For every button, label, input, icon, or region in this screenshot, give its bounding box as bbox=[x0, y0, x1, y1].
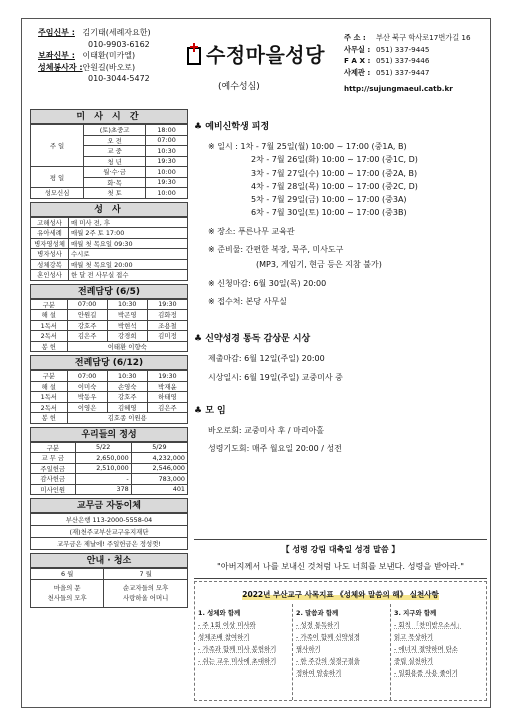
table-row: 오 전 07:00 bbox=[31, 135, 188, 146]
table-row: 혼인성사 한 달 전 사무실 접수 bbox=[31, 270, 188, 281]
retreat-deadline: ※ 신청마감: 6월 30일(목) 20:00 bbox=[208, 278, 327, 288]
website-link[interactable]: http://sujungmaeul.catb.kr bbox=[344, 84, 453, 94]
bible-award-line: 제출마감: 6월 12일(주일) 20:00 bbox=[208, 354, 325, 364]
contact-row: 사무실 : 051) 337-9445 bbox=[344, 44, 430, 54]
table-row: 2독서 김은주 강경희 김미정 bbox=[31, 331, 188, 342]
contact-row: 주 소 : 부산 북구 학사로17번가길 16 bbox=[344, 33, 471, 42]
meetings-heading: ♣ 모 임 bbox=[194, 405, 226, 416]
altar-service-title-1: 전례담당 (6/5) bbox=[30, 284, 188, 299]
retreat-session: 5차 - 7월 29일(금) 10:00 ~ 17:00 (중3A) bbox=[251, 195, 407, 205]
table-row: 병자성사 수시로 bbox=[31, 249, 188, 260]
meeting-line: 성령기도회: 매주 월요일 20:00 / 성전 bbox=[208, 444, 342, 454]
table-row: 교 무 금 2,650,000 4,232,000 bbox=[31, 453, 188, 464]
retreat-prep: ※ 준비물: 간편한 복장, 묵주, 미사도구 bbox=[208, 245, 344, 255]
table-header-row: 구분 07:00 10:30 19:30 bbox=[31, 299, 188, 310]
table-row: 청 년 19:30 bbox=[31, 156, 188, 167]
table-row: 봉 헌 김호종 이원용 bbox=[31, 413, 188, 424]
scripture-title: 【 성령 강림 대축일 성경 말씀 】 bbox=[281, 545, 400, 554]
church-icon bbox=[185, 43, 203, 65]
mass-times-table bbox=[30, 124, 188, 199]
bulletin-page bbox=[21, 18, 491, 708]
table-header-row: 6 월 7 월 bbox=[31, 569, 188, 580]
guideline-column: 2. 말씀과 함께 - 성경 통독하기 - 가족이 함께 신약성경 필사하기 - 한 주간의 성경구절을 정하여 암송하기 bbox=[293, 604, 391, 700]
table-row: 감사헌금 - 783,000 bbox=[31, 474, 188, 485]
table-row: 주 일 (토)초중고 18:00 bbox=[31, 125, 188, 136]
retreat-place: ※ 장소: 푸른나무 교육관 bbox=[208, 226, 295, 236]
table-row: 교무금은 제날에! 주일헌금은 정성껏! bbox=[31, 538, 188, 550]
guideline-column: 3. 지구와 함께 - 회칙 「찬미받으소서」 읽고 묵상하기 - 에너지 절약하며 탄소 중립 실천하기 - 일회용품 사용 줄이기 bbox=[394, 609, 463, 677]
table-row: 1독서 강호주 박현석 조용철 bbox=[31, 320, 188, 331]
offering-title: 우리들의 정성 bbox=[30, 427, 188, 442]
clergy-phone: 010-9903-6162 bbox=[88, 39, 150, 49]
table-row: 평 일 월·수·금 10:00 bbox=[31, 167, 188, 178]
retreat-session: 4차 - 7월 28일(목) 10:00 ~ 17:00 (중2C, D) bbox=[251, 181, 418, 191]
main-content bbox=[194, 119, 484, 456]
guideline-columns bbox=[195, 604, 488, 700]
guideline-column: 1. 성체와 함께 - 주 1회 이상 미사와 성체조배 참여하기 - 가족과 함께 미사 봉헌하기 - 쉬는 교우 미사에 초대하기 bbox=[195, 604, 293, 700]
contact-info bbox=[344, 32, 471, 95]
parish-name: 수정마을성당 bbox=[206, 43, 325, 67]
guide-title: 안내 · 청소 bbox=[30, 553, 188, 568]
auto-transfer-table bbox=[30, 513, 188, 550]
meeting-line: 바오로회: 교중미사 후 / 마리아홀 bbox=[208, 425, 325, 435]
table-header-row: 구분 5/22 5/29 bbox=[31, 442, 188, 453]
table-row: 봉 헌 이태환 이향숙 bbox=[31, 341, 188, 352]
parish-logo bbox=[185, 39, 325, 68]
altar-service-table-2 bbox=[30, 370, 188, 424]
table-row: 화·목 19:30 bbox=[31, 177, 188, 188]
clergy-row: 보좌신부 : 이태환(미카엘) bbox=[38, 51, 136, 60]
sacrament-table bbox=[30, 217, 188, 281]
bible-award-heading: ♣ 신약성경 통독 감상문 시상 bbox=[194, 334, 311, 345]
clergy-info bbox=[38, 27, 151, 85]
retreat-prep-note: (MP3, 게임기, 현금 등은 지참 불가) bbox=[256, 260, 382, 270]
clergy-phone: 010-3044-5472 bbox=[88, 74, 150, 83]
table-row: 미사인원 378 401 bbox=[31, 484, 188, 495]
table-row: 부산은행 113-2000-5558-04 bbox=[31, 514, 188, 526]
mass-times-title: 미 사 시 간 bbox=[30, 109, 188, 124]
table-row: 해 설 이미숙 손영숙 박재윤 bbox=[31, 381, 188, 392]
guideline-title: 2022년 부산교구 사목지표 《성체와 말씀의 해》 실천사항 bbox=[242, 590, 439, 599]
scripture-text: "아버지께서 나를 보내신 것처럼 나도 너희를 보낸다. 성령을 받아라." bbox=[216, 561, 465, 571]
table-header-row: 구분 07:00 10:30 19:30 bbox=[31, 371, 188, 382]
feast-subtitle: (예수성심) bbox=[218, 82, 260, 92]
scripture-box bbox=[194, 539, 487, 579]
contact-row: F A X : 051) 337-9446 bbox=[344, 56, 430, 66]
guide-table bbox=[30, 568, 188, 608]
header bbox=[22, 19, 492, 111]
retreat-session: 2차 - 7월 26일(화) 10:00 ~ 17:00 (중1C, D) bbox=[251, 155, 418, 165]
table-row: 고해성사 매 미사 전, 후 bbox=[31, 217, 188, 228]
altar-service-title-2: 전례담당 (6/12) bbox=[30, 355, 188, 370]
table-row: 마을의 문 천사들의 모후 순교자들의 모후 사랑하올 어머니 bbox=[31, 579, 188, 607]
clergy-row: 주임신부 : 김기태(세례자요한) bbox=[38, 28, 151, 37]
table-row: 병자영성체 매월 첫 목요일 09:30 bbox=[31, 238, 188, 249]
retreat-session: 6차 - 7월 30일(토) 10:00 ~ 17:00 (중3B) bbox=[251, 208, 407, 218]
table-row: 성모신심 첫 토 10:00 bbox=[31, 188, 188, 199]
altar-service-table-1 bbox=[30, 299, 188, 353]
table-row: (재)천주교부산교구유지재단 bbox=[31, 526, 188, 538]
clergy-row: 성체봉사자 : 안원길(바오로) bbox=[38, 62, 136, 72]
retreat-session: 3차 - 7월 27일(수) 10:00 ~ 17:00 (중2A, B) bbox=[251, 168, 418, 178]
retreat-session: ※ 일시 : 1차 - 7월 25일(월) 10:00 ~ 17:00 (중1A, B) bbox=[208, 142, 407, 151]
table-row: 1독서 박동우 강호주 하태영 bbox=[31, 392, 188, 403]
table-row: 유아세례 매월 2주 토 17:00 bbox=[31, 228, 188, 239]
sacrament-title: 성 사 bbox=[30, 202, 188, 217]
retreat-receipt: ※ 접수처: 본당 사무실 bbox=[208, 296, 287, 306]
table-row: 성체강복 매월 첫 목요일 20:00 bbox=[31, 259, 188, 270]
contact-row: 사제관 : 051) 337-9447 bbox=[344, 67, 430, 77]
table-row: 2독서 이영은 김혜영 김은주 bbox=[31, 402, 188, 413]
pastoral-guideline-box bbox=[194, 581, 487, 701]
auto-transfer-title: 교무금 자동이체 bbox=[30, 498, 188, 513]
table-row: 주일헌금 2,510,000 2,546,000 bbox=[31, 463, 188, 474]
table-row: 교 중 10:30 bbox=[31, 146, 188, 157]
retreat-heading: ♣ 예비신학생 피정 bbox=[194, 122, 270, 132]
sidebar bbox=[30, 109, 188, 608]
offering-table bbox=[30, 442, 188, 496]
bible-award-line: 시상일시: 6월 19일(주일) 교중미사 중 bbox=[208, 372, 343, 382]
table-row: 해 설 안원길 박곤영 김화정 bbox=[31, 310, 188, 321]
